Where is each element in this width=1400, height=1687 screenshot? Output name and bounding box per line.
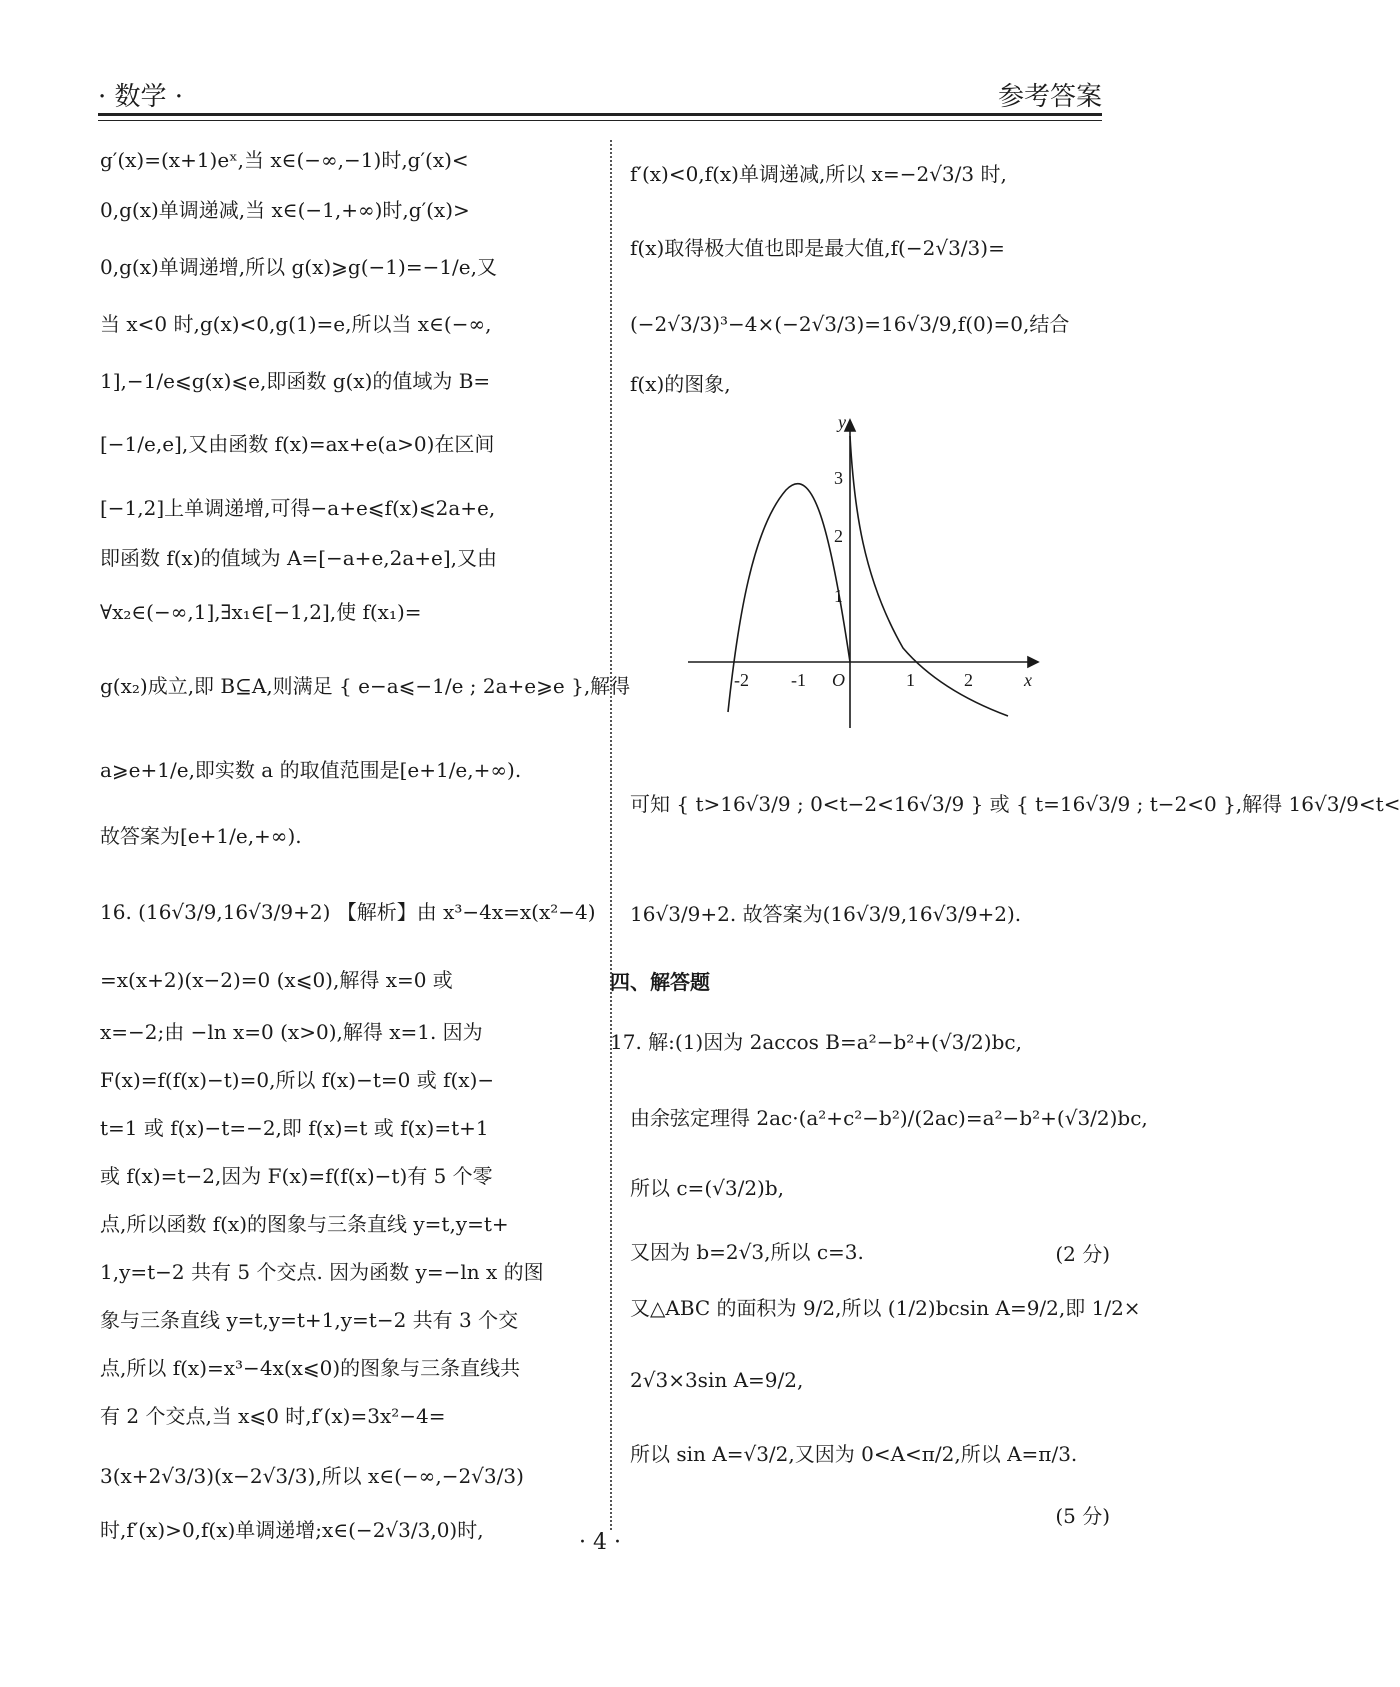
- origin-label: O: [832, 670, 845, 690]
- text-line: 或 f(x)=t−2,因为 F(x)=f(f(x)−t)有 5 个零: [100, 1164, 493, 1188]
- text-line: 所以 c=(√3/2)b,: [630, 1176, 785, 1200]
- text-line: g′(x)=(x+1)eˣ,当 x∈(−∞,−1)时,g′(x)<: [100, 148, 469, 172]
- text-line: 点,所以函数 f(x)的图象与三条直线 y=t,y=t+: [100, 1212, 509, 1236]
- text-line: [−1/e,e],又由函数 f(x)=ax+e(a>0)在区间: [100, 432, 495, 456]
- text-line: 当 x<0 时,g(x)<0,g(1)=e,所以当 x∈(−∞,: [100, 312, 492, 336]
- text-line: 16√3/9+2. 故答案为(16√3/9,16√3/9+2).: [630, 902, 1022, 926]
- x-tick-label: -1: [791, 670, 806, 690]
- page-number: · 4 ·: [579, 1530, 621, 1555]
- text-line: 象与三条直线 y=t,y=t+1,y=t−2 共有 3 个交: [100, 1308, 519, 1332]
- text-line: t=1 或 f(x)−t=−2,即 f(x)=t 或 f(x)=t+1: [100, 1116, 489, 1140]
- header-title: 参考答案: [997, 82, 1102, 112]
- text-line: 由余弦定理得 2ac·(a²+c²−b²)/(2ac)=a²−b²+(√3/2)bc,: [630, 1106, 1148, 1130]
- text-line: 所以 sin A=√3/2,又因为 0<A<π/2,所以 A=π/3.: [630, 1442, 1078, 1466]
- text-line: g(x₂)成立,即 B⊆A,则满足 { e−a⩽−1/e ; 2a+e⩾e },解得: [100, 674, 631, 698]
- text-line: 1],−1/e⩽g(x)⩽e,即函数 g(x)的值域为 B=: [100, 369, 491, 393]
- log-curve: [850, 436, 1008, 716]
- text-line: f(x)取得极大值也即是最大值,f(−2√3/3)=: [630, 236, 1005, 260]
- score-mark: (5 分): [1055, 1504, 1110, 1528]
- y-tick-label: 1: [834, 586, 843, 606]
- text-line: 即函数 f(x)的值域为 A=[−a+e,2a+e],又由: [100, 546, 498, 570]
- text-line: 0,g(x)单调递减,当 x∈(−1,+∞)时,g′(x)>: [100, 198, 470, 222]
- y-tick-label: 3: [834, 468, 843, 488]
- text-line: (−2√3/3)³−4×(−2√3/3)=16√3/9,f(0)=0,结合: [630, 312, 1070, 336]
- text-line: =x(x+2)(x−2)=0 (x⩽0),解得 x=0 或: [100, 968, 453, 992]
- text-line: x=−2;由 −ln x=0 (x>0),解得 x=1. 因为: [100, 1020, 483, 1044]
- text-line: 时,f′(x)>0,f(x)单调递增;x∈(−2√3/3,0)时,: [100, 1518, 484, 1542]
- text-line: 故答案为[e+1/e,+∞).: [100, 824, 302, 848]
- text-line: 2√3×3sin A=9/2,: [630, 1368, 804, 1392]
- text-line: 又因为 b=2√3,所以 c=3.: [630, 1240, 864, 1264]
- header-subject: · 数学 ·: [98, 82, 184, 112]
- y-tick-label: 2: [834, 526, 843, 546]
- header-rule-thick: [98, 113, 1102, 116]
- text-line: 点,所以 f(x)=x³−4x(x⩽0)的图象与三条直线共: [100, 1356, 521, 1380]
- header-rule-thin: [98, 120, 1102, 121]
- text-line: 3(x+2√3/3)(x−2√3/3),所以 x∈(−∞,−2√3/3): [100, 1464, 524, 1488]
- text-line: F(x)=f(f(x)−t)=0,所以 f(x)−t=0 或 f(x)−: [100, 1068, 495, 1092]
- x-tick-label: 2: [964, 670, 973, 690]
- text-line: 有 2 个交点,当 x⩽0 时,f′(x)=3x²−4=: [100, 1404, 446, 1428]
- text-line: f(x)的图象,: [630, 372, 731, 396]
- column-divider: [610, 140, 612, 1530]
- function-graph: [688, 412, 1048, 738]
- text-line: a⩾e+1/e,即实数 a 的取值范围是[e+1/e,+∞).: [100, 758, 522, 782]
- x-tick-label: 1: [906, 670, 915, 690]
- text-line: f′(x)<0,f(x)单调递减,所以 x=−2√3/3 时,: [630, 162, 1007, 186]
- text-line: ∀x₂∈(−∞,1],∃x₁∈[−1,2],使 f(x₁)=: [100, 600, 422, 624]
- x-axis-label: x: [1024, 670, 1032, 690]
- text-line: 17. 解:(1)因为 2accos B=a²−b²+(√3/2)bc,: [610, 1030, 1022, 1054]
- score-mark: (2 分): [1055, 1242, 1110, 1266]
- text-line: 1,y=t−2 共有 5 个交点. 因为函数 y=−ln x 的图: [100, 1260, 544, 1284]
- text-line: 16. (16√3/9,16√3/9+2) 【解析】由 x³−4x=x(x²−4): [100, 900, 596, 924]
- text-line: [−1,2]上单调递增,可得−a+e⩽f(x)⩽2a+e,: [100, 496, 496, 520]
- section-heading: 四、解答题: [610, 970, 710, 994]
- text-line: 又△ABC 的面积为 9/2,所以 (1/2)bcsin A=9/2,即 1/2×: [630, 1296, 1141, 1320]
- x-tick-label: -2: [734, 670, 749, 690]
- y-axis-arrow: [845, 420, 855, 431]
- y-axis-label: y: [838, 412, 846, 432]
- text-line: 0,g(x)单调递增,所以 g(x)⩾g(−1)=−1/e,又: [100, 255, 497, 279]
- x-axis-arrow: [1028, 657, 1038, 667]
- text-line: 可知 { t>16√3/9 ; 0<t−2<16√3/9 } 或 { t=16√3/9 ; t−2<0 },解得 16√3/9<t<: [630, 792, 1400, 816]
